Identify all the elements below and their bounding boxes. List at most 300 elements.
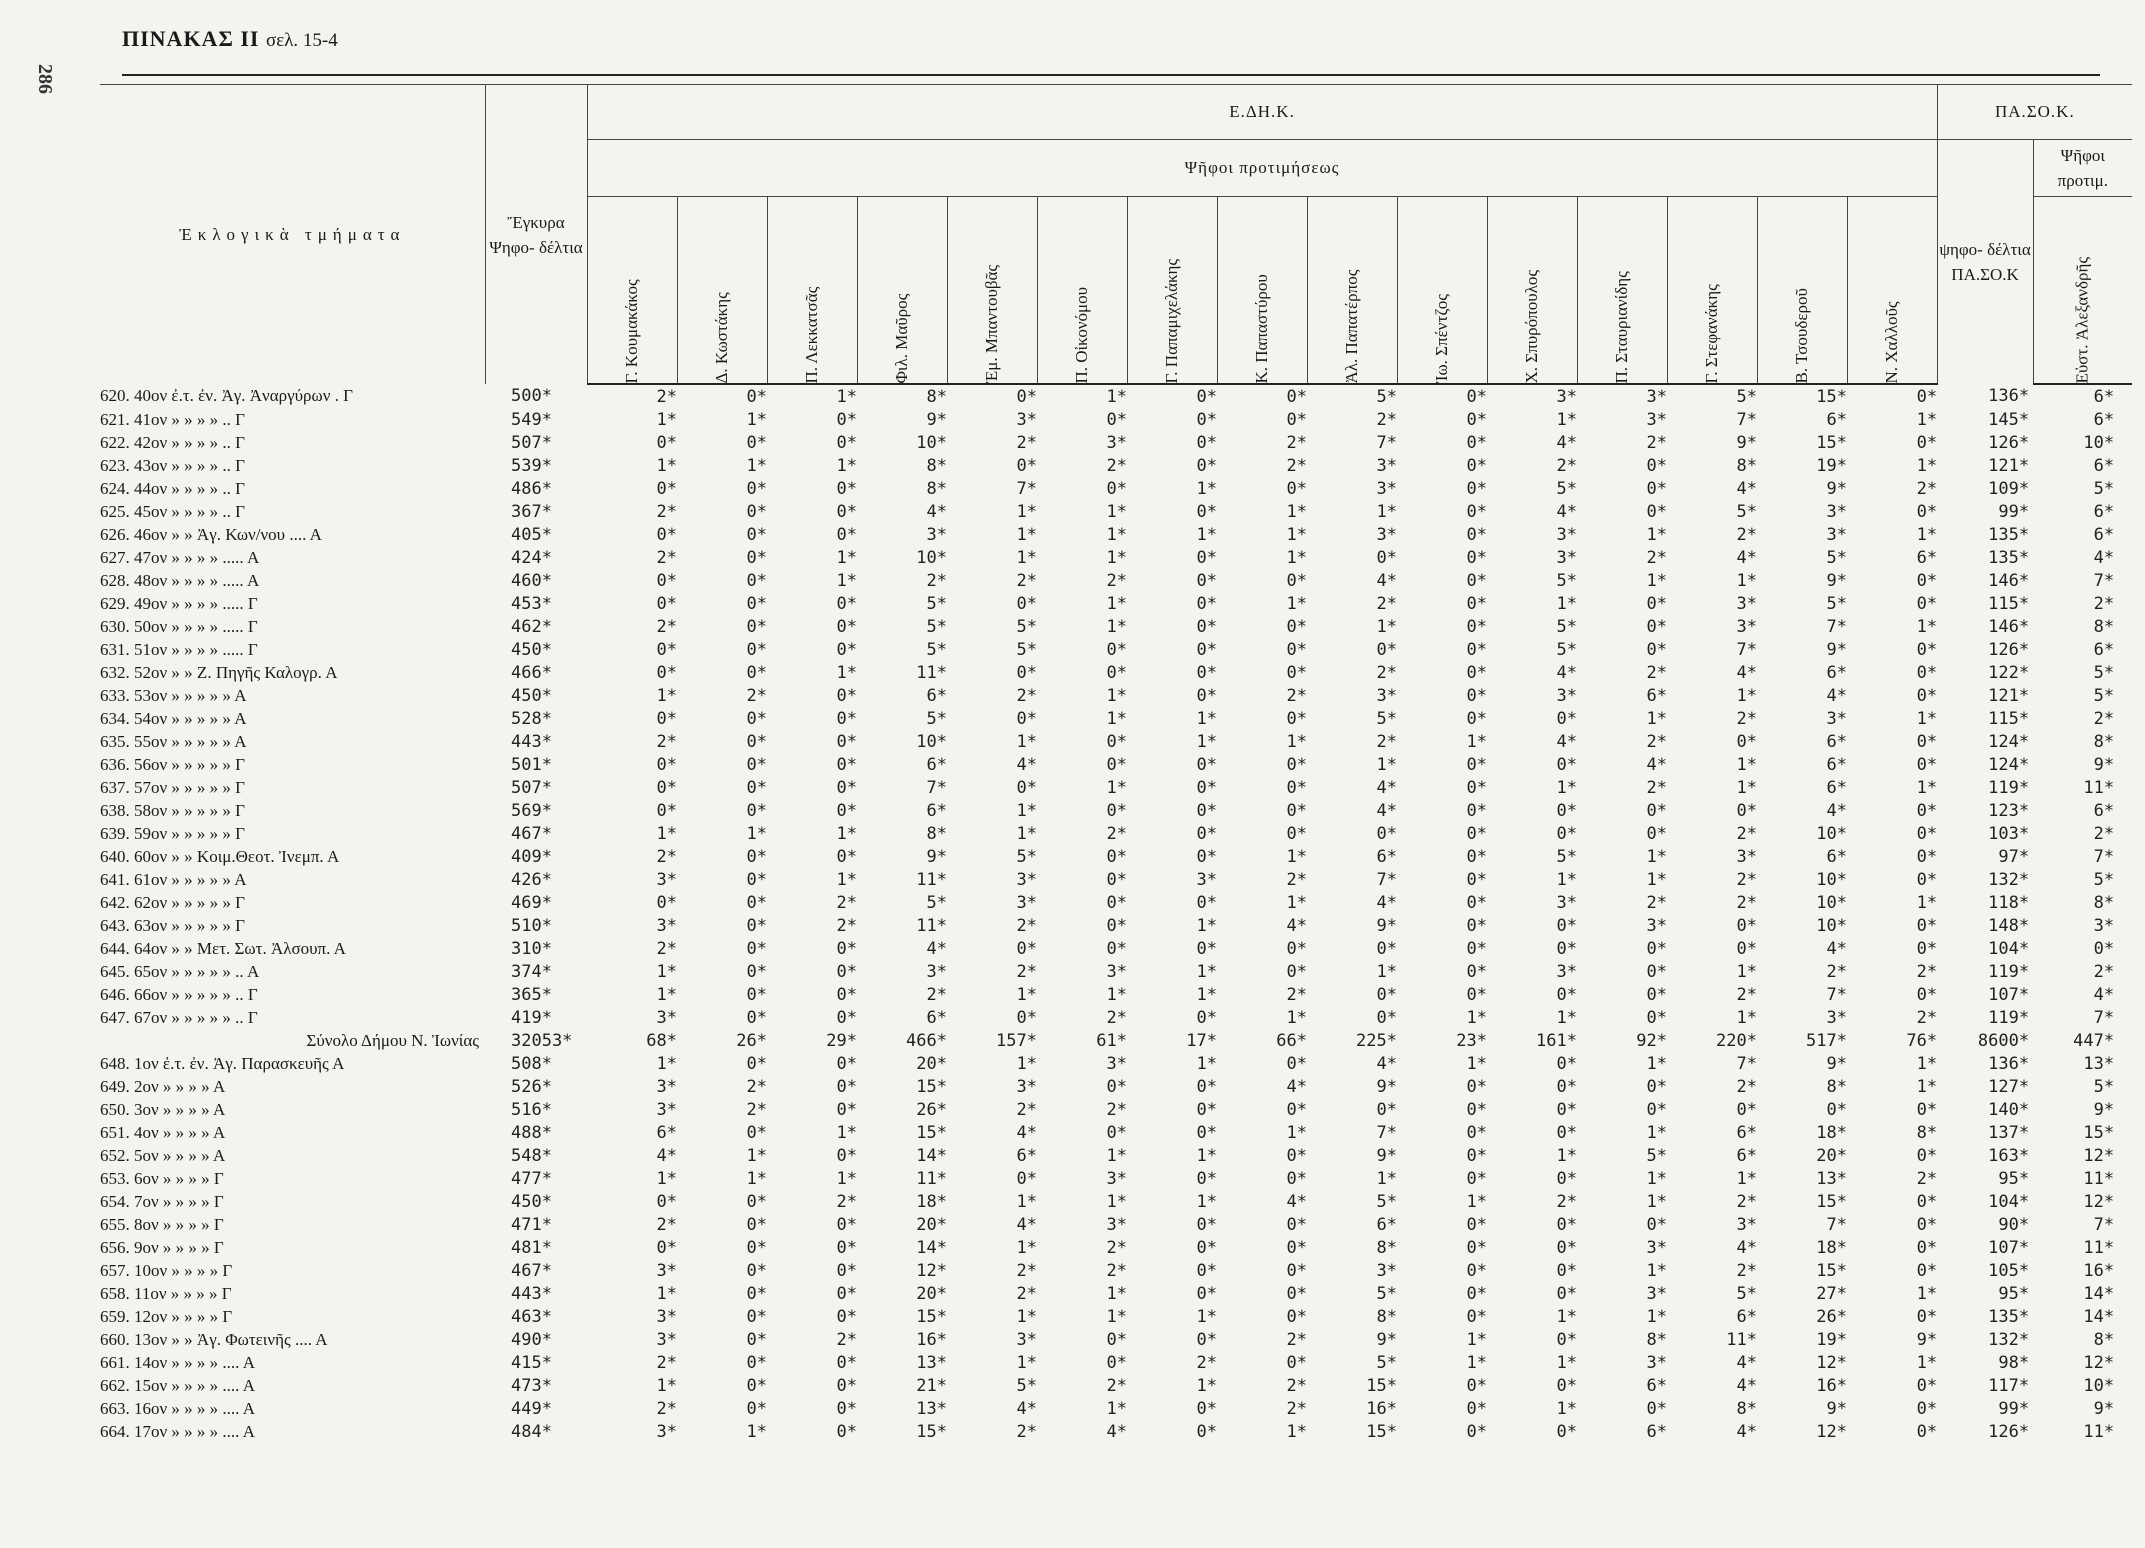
candidate-votes-cell: 2* <box>656 938 677 959</box>
candidate-votes-cell: 0* <box>836 1283 857 1304</box>
candidate-votes-cell: 0* <box>1646 800 1667 821</box>
candidate-votes-cell: 23* <box>1456 1030 1487 1051</box>
district-label: 644. 64ον » » Μετ. Σωτ. Ἀλσουπ. Α <box>100 938 346 958</box>
pasok-valid-cell: 146* <box>1988 570 2030 591</box>
candidate-votes-cell: 5* <box>1556 570 1577 591</box>
candidate-votes-cell: 4* <box>1286 1076 1307 1097</box>
candidate-votes-cell: 0* <box>1556 938 1577 959</box>
candidate-votes-cell: 1* <box>1106 1145 1127 1166</box>
candidate-votes-cell: 1* <box>1196 1145 1217 1166</box>
pasok-preference-cell: 5* <box>2093 478 2115 499</box>
table-row <box>100 868 2132 891</box>
table-row <box>100 592 2132 615</box>
candidate-votes-cell: 9* <box>1376 1145 1397 1166</box>
table-row <box>100 1121 2132 1144</box>
candidate-votes-cell: 2* <box>1916 1168 1938 1189</box>
candidate-votes-cell: 9* <box>926 409 947 430</box>
pasok-valid-cell: 99* <box>1998 501 2030 522</box>
valid-ballots-cell: 569* <box>511 800 552 821</box>
candidate-votes-cell: 0* <box>1736 731 1757 752</box>
candidate-votes-cell: 3* <box>1646 409 1667 430</box>
pasok-preference-cell: 12* <box>2083 1352 2115 1373</box>
candidate-votes-cell: 10* <box>1816 915 1847 936</box>
top-rule <box>122 74 2100 76</box>
candidate-votes-cell: 0* <box>1196 938 1217 959</box>
candidate-votes-cell: 0* <box>1106 800 1127 821</box>
candidate-votes-cell: 5* <box>1376 1283 1397 1304</box>
candidate-votes-cell: 3* <box>1376 524 1397 545</box>
candidate-votes-cell: 2* <box>1646 777 1667 798</box>
candidate-header: Κ. Παπαστύρου <box>1217 197 1307 385</box>
candidate-votes-cell: 3* <box>656 1306 677 1327</box>
candidate-votes-cell: 0* <box>1466 961 1487 982</box>
candidate-votes-cell: 0* <box>746 639 767 660</box>
pasok-preference-cell: 6* <box>2093 639 2115 660</box>
candidate-votes-cell: 2* <box>1286 432 1307 453</box>
candidate-votes-cell: 20* <box>916 1053 947 1074</box>
pasok-valid-cell: 103* <box>1988 823 2030 844</box>
pasok-valid-cell: 117* <box>1988 1375 2030 1396</box>
candidate-votes-cell: 0* <box>1196 685 1217 706</box>
district-label: 646. 66ον » » » » » .. Γ <box>100 984 258 1004</box>
candidate-votes-cell: 2* <box>1286 1375 1307 1396</box>
candidate-votes-cell: 1* <box>836 1168 857 1189</box>
pasok-valid-cell: 132* <box>1988 869 2030 890</box>
candidate-votes-cell: 0* <box>1556 1283 1577 1304</box>
candidate-votes-cell: 2* <box>836 892 857 913</box>
candidate-votes-cell: 0* <box>1466 846 1487 867</box>
valid-ballots-cell: 508* <box>511 1053 552 1074</box>
candidate-votes-cell: 12* <box>1816 1352 1847 1373</box>
candidate-votes-cell: 4* <box>1376 570 1397 591</box>
candidate-votes-cell: 1* <box>1196 1191 1217 1212</box>
candidate-votes-cell: 15* <box>916 1306 947 1327</box>
candidate-votes-cell: 1* <box>1646 846 1667 867</box>
pasok-preference-cell: 5* <box>2093 662 2115 683</box>
valid-ballots-cell: 463* <box>511 1306 552 1327</box>
candidate-votes-cell: 4* <box>1826 938 1847 959</box>
pasok-preference-cell: 6* <box>2093 524 2115 545</box>
candidate-votes-cell: 9* <box>1826 478 1847 499</box>
candidate-votes-cell: 4* <box>1736 662 1757 683</box>
candidate-votes-cell: 6* <box>1826 409 1847 430</box>
candidate-header: Γ. Στεφανάκης <box>1667 197 1757 385</box>
candidate-votes-cell: 1* <box>656 1375 677 1396</box>
candidate-votes-cell: 1* <box>1736 961 1757 982</box>
candidate-votes-cell: 1* <box>1646 1122 1667 1143</box>
valid-ballots-cell: 419* <box>511 1007 552 1028</box>
pasok-preference-cell: 10* <box>2083 1375 2115 1396</box>
candidate-votes-cell: 9* <box>1376 915 1397 936</box>
district-label: 661. 14ον » » » » .... Α <box>100 1352 256 1372</box>
candidate-votes-cell: 0* <box>1196 1421 1217 1442</box>
district-label: 623. 43ον » » » » .. Γ <box>100 455 246 475</box>
candidate-votes-cell: 0* <box>1466 892 1487 913</box>
table-row <box>100 845 2132 868</box>
candidate-votes-cell: 0* <box>1736 1099 1757 1120</box>
district-label: 637. 57ον » » » » » Γ <box>100 777 246 797</box>
candidate-votes-cell: 2* <box>746 685 767 706</box>
candidate-votes-cell: 7* <box>1826 616 1847 637</box>
candidate-votes-cell: 161* <box>1536 1030 1577 1051</box>
candidate-votes-cell: 9* <box>1376 1329 1397 1350</box>
candidate-votes-cell: 1* <box>656 1283 677 1304</box>
valid-ballots-cell: 549* <box>511 409 552 430</box>
candidate-votes-cell: 4* <box>1016 1398 1037 1419</box>
candidate-votes-cell: 0* <box>746 1237 767 1258</box>
district-label: 624. 44ον » » » » .. Γ <box>100 478 246 498</box>
candidate-votes-cell: 0* <box>1286 1214 1307 1235</box>
valid-ballots-cell: 484* <box>511 1421 552 1442</box>
candidate-votes-cell: 5* <box>1376 708 1397 729</box>
candidate-votes-cell: 0* <box>836 616 857 637</box>
candidate-votes-cell: 26* <box>736 1030 767 1051</box>
candidate-votes-cell: 0* <box>746 869 767 890</box>
candidate-votes-cell: 2* <box>1736 869 1757 890</box>
candidate-votes-cell: 1* <box>1736 1168 1757 1189</box>
candidate-votes-cell: 2* <box>1106 823 1127 844</box>
district-label: 636. 56ον » » » » » Γ <box>100 754 246 774</box>
candidate-votes-cell: 0* <box>1466 777 1487 798</box>
table-body <box>100 384 2132 1443</box>
pasok-preference-cell: 12* <box>2083 1145 2115 1166</box>
candidate-votes-cell: 0* <box>836 754 857 775</box>
candidate-votes-cell: 10* <box>1816 823 1847 844</box>
valid-ballots-cell: 490* <box>511 1329 552 1350</box>
candidate-votes-cell: 1* <box>1376 501 1397 522</box>
candidate-votes-cell: 2* <box>836 1191 857 1212</box>
candidate-votes-cell: 1* <box>746 409 767 430</box>
candidate-votes-cell: 4* <box>1016 754 1037 775</box>
candidate-votes-cell: 0* <box>1016 1168 1037 1189</box>
pasok-valid-cell: 127* <box>1988 1076 2030 1097</box>
candidate-votes-cell: 0* <box>746 938 767 959</box>
candidate-votes-cell: 0* <box>1286 570 1307 591</box>
district-label: 653. 6ον » » » » Γ <box>100 1168 224 1188</box>
candidate-votes-cell: 1* <box>1916 777 1938 798</box>
candidate-votes-cell: 2* <box>1916 1007 1938 1028</box>
candidate-votes-cell: 2* <box>1286 984 1307 1005</box>
page-header <box>122 26 338 52</box>
candidate-votes-cell: 0* <box>1646 478 1667 499</box>
candidate-votes-cell: 0* <box>1646 455 1667 476</box>
candidate-votes-cell: 14* <box>916 1237 947 1258</box>
pasok-valid-cell: 135* <box>1988 1306 2030 1327</box>
candidate-votes-cell: 2* <box>1106 570 1127 591</box>
candidate-votes-cell: 0* <box>1466 455 1487 476</box>
candidate-votes-cell: 1* <box>1736 685 1757 706</box>
candidate-votes-cell: 0* <box>1466 869 1487 890</box>
pasok-preference-cell: 5* <box>2093 1076 2115 1097</box>
pasok-valid-cell: 145* <box>1988 409 2030 430</box>
candidate-votes-cell: 0* <box>1286 1306 1307 1327</box>
candidate-votes-cell: 0* <box>1646 639 1667 660</box>
candidate-votes-cell: 4* <box>1286 1191 1307 1212</box>
table-row <box>100 523 2132 546</box>
pasok-preference-cell: 7* <box>2093 846 2115 867</box>
candidate-votes-cell: 1* <box>1286 892 1307 913</box>
candidate-votes-cell: 3* <box>1376 1260 1397 1281</box>
candidate-votes-cell: 0* <box>1196 1214 1217 1235</box>
candidate-votes-cell: 0* <box>1106 639 1127 660</box>
pasok-valid-cell: 118* <box>1988 892 2030 913</box>
candidate-votes-cell: 4* <box>1016 1214 1037 1235</box>
candidate-votes-cell: 8* <box>1736 455 1757 476</box>
candidate-votes-cell: 6* <box>1736 1122 1757 1143</box>
candidate-votes-cell: 0* <box>1106 1352 1127 1373</box>
pasok-preference-header: Ψῆφοι προτιμ. <box>2033 140 2132 197</box>
table-row <box>100 454 2132 477</box>
candidate-votes-cell: 1* <box>1556 409 1577 430</box>
candidate-votes-cell: 1* <box>1916 616 1938 637</box>
candidate-votes-cell: 1* <box>1106 1191 1127 1212</box>
districts-header: Ἐκλογικὰ τμήματα <box>100 85 485 385</box>
valid-ballots-cell: 501* <box>511 754 552 775</box>
candidate-votes-cell: 1* <box>1106 984 1127 1005</box>
candidate-votes-cell: 0* <box>1916 639 1938 660</box>
pasok-preference-cell: 2* <box>2093 708 2115 729</box>
candidate-votes-cell: 3* <box>1376 685 1397 706</box>
table-row <box>100 822 2132 845</box>
candidate-votes-cell: 0* <box>746 386 767 407</box>
candidate-votes-cell: 1* <box>1376 961 1397 982</box>
candidate-votes-cell: 0* <box>746 1329 767 1350</box>
candidate-votes-cell: 0* <box>1196 501 1217 522</box>
valid-ballots-cell: 449* <box>511 1398 552 1419</box>
candidate-votes-cell: 3* <box>1196 869 1217 890</box>
pasok-preference-cell: 6* <box>2093 409 2115 430</box>
valid-ballots-cell: 477* <box>511 1168 552 1189</box>
candidate-votes-cell: 2* <box>1016 1421 1037 1442</box>
valid-ballots-cell: 450* <box>511 1191 552 1212</box>
candidate-votes-cell: 8* <box>1646 1329 1667 1350</box>
candidate-votes-cell: 0* <box>836 846 857 867</box>
pasok-valid-cell: 135* <box>1988 524 2030 545</box>
candidate-votes-cell: 4* <box>1286 915 1307 936</box>
candidate-votes-cell: 4* <box>1736 547 1757 568</box>
candidate-votes-cell: 0* <box>1286 616 1307 637</box>
district-label: 629. 49ον » » » » ..... Γ <box>100 593 258 613</box>
candidate-votes-cell: 1* <box>1196 961 1217 982</box>
valid-ballots-cell: 453* <box>511 593 552 614</box>
candidate-header: Ν. Χαλλοῦς <box>1847 197 1937 385</box>
district-label: 647. 67ον » » » » » .. Γ <box>100 1007 258 1027</box>
candidate-votes-cell: 0* <box>1556 1237 1577 1258</box>
candidate-votes-cell: 1* <box>1556 593 1577 614</box>
candidate-votes-cell: 1* <box>1286 524 1307 545</box>
candidate-votes-cell: 0* <box>1286 708 1307 729</box>
candidate-votes-cell: 2* <box>1106 1099 1127 1120</box>
candidate-votes-cell: 0* <box>1916 1398 1938 1419</box>
valid-ballots-cell: 426* <box>511 869 552 890</box>
candidate-votes-cell: 4* <box>1736 1421 1757 1442</box>
edik-preference-header: Ψῆφοι προτιμήσεως <box>587 140 1937 197</box>
candidate-votes-cell: 8* <box>926 386 947 407</box>
candidate-votes-cell: 1* <box>1646 1053 1667 1074</box>
pasok-valid-cell: 8600* <box>1977 1030 2030 1051</box>
candidate-votes-cell: 4* <box>1556 432 1577 453</box>
candidate-votes-cell: 0* <box>1556 1375 1577 1396</box>
candidate-votes-cell: 0* <box>1286 961 1307 982</box>
candidate-votes-cell: 2* <box>1736 708 1757 729</box>
candidate-header: Π. Σταυριανίδης <box>1577 197 1667 385</box>
candidate-votes-cell: 0* <box>746 731 767 752</box>
candidate-votes-cell: 1* <box>1106 1398 1127 1419</box>
candidate-votes-cell: 0* <box>1376 639 1397 660</box>
candidate-votes-cell: 2* <box>1736 1191 1757 1212</box>
candidate-votes-cell: 15* <box>1816 386 1847 407</box>
candidate-votes-cell: 18* <box>916 1191 947 1212</box>
candidate-votes-cell: 1* <box>1196 708 1217 729</box>
valid-ballots-cell: 481* <box>511 1237 552 1258</box>
candidate-votes-cell: 0* <box>1196 1076 1217 1097</box>
candidate-votes-cell: 2* <box>1376 593 1397 614</box>
candidate-votes-cell: 0* <box>836 409 857 430</box>
candidate-votes-cell: 0* <box>746 1007 767 1028</box>
candidate-votes-cell: 4* <box>1736 1375 1757 1396</box>
candidate-votes-cell: 3* <box>1556 386 1577 407</box>
candidate-votes-cell: 4* <box>1646 754 1667 775</box>
pasok-valid-cell: 119* <box>1988 777 2030 798</box>
candidate-votes-cell: 21* <box>916 1375 947 1396</box>
candidate-votes-cell: 0* <box>1376 938 1397 959</box>
candidate-votes-cell: 3* <box>656 869 677 890</box>
candidate-header: Δ. Κωστάκης <box>677 197 767 385</box>
candidate-votes-cell: 9* <box>1916 1329 1938 1350</box>
candidate-votes-cell: 0* <box>1646 823 1667 844</box>
table-row <box>100 983 2132 1006</box>
valid-ballots-cell: 548* <box>511 1145 552 1166</box>
margin-page-number: 286 <box>34 64 56 94</box>
candidate-votes-cell: 0* <box>1196 662 1217 683</box>
candidate-votes-cell: 2* <box>1916 961 1938 982</box>
district-label: 656. 9ον » » » » Γ <box>100 1237 224 1257</box>
candidate-votes-cell: 1* <box>836 570 857 591</box>
table-row <box>100 730 2132 753</box>
candidate-votes-cell: 0* <box>1466 1237 1487 1258</box>
district-label: 657. 10ον » » » » Γ <box>100 1260 233 1280</box>
candidate-votes-cell: 1* <box>1286 731 1307 752</box>
district-label: 640. 60ον » » Κοιμ.Θεοτ. Ἰνεμπ. Α <box>100 846 340 866</box>
candidate-votes-cell: 1* <box>656 1168 677 1189</box>
candidate-votes-cell: 0* <box>836 593 857 614</box>
candidate-votes-cell: 3* <box>1016 409 1037 430</box>
pasok-valid-cell: 122* <box>1988 662 2030 683</box>
candidate-votes-cell: 0* <box>1556 915 1577 936</box>
candidate-votes-cell: 10* <box>916 432 947 453</box>
candidate-votes-cell: 0* <box>1556 1329 1577 1350</box>
pasok-preference-cell: 2* <box>2093 961 2115 982</box>
candidate-votes-cell: 0* <box>1556 1076 1577 1097</box>
table-row <box>100 1075 2132 1098</box>
candidate-votes-cell: 0* <box>1016 938 1037 959</box>
candidate-votes-cell: 15* <box>1816 432 1847 453</box>
candidate-votes-cell: 0* <box>1196 616 1217 637</box>
candidate-votes-cell: 1* <box>836 547 857 568</box>
candidate-votes-cell: 0* <box>1916 1099 1938 1120</box>
table-row <box>100 1420 2132 1443</box>
candidate-votes-cell: 517* <box>1806 1030 1847 1051</box>
candidate-votes-cell: 0* <box>746 1122 767 1143</box>
table-row <box>100 1259 2132 1282</box>
candidate-votes-cell: 1* <box>1196 731 1217 752</box>
candidate-header: Π. Οἰκονόμου <box>1037 197 1127 385</box>
candidate-votes-cell: 0* <box>1916 1260 1938 1281</box>
pasok-preference-cell: 6* <box>2093 501 2115 522</box>
candidate-votes-cell: 0* <box>1196 386 1217 407</box>
candidate-votes-cell: 0* <box>1556 984 1577 1005</box>
candidate-votes-cell: 1* <box>1736 777 1757 798</box>
candidate-votes-cell: 0* <box>1736 915 1757 936</box>
candidate-votes-cell: 0* <box>1286 1352 1307 1373</box>
candidate-votes-cell: 0* <box>656 708 677 729</box>
candidate-votes-cell: 0* <box>656 639 677 660</box>
candidate-votes-cell: 0* <box>1286 409 1307 430</box>
candidate-votes-cell: 0* <box>1646 984 1667 1005</box>
candidate-votes-cell: 15* <box>916 1076 947 1097</box>
pasok-preference-cell: 6* <box>2093 386 2115 407</box>
pasok-valid-cell: 124* <box>1988 754 2030 775</box>
pasok-valid-header: ψηφο- δέλτια ΠΑ.ΣΟ.Κ <box>1937 140 2033 385</box>
candidate-votes-cell: 29* <box>826 1030 857 1051</box>
candidate-votes-cell: 6* <box>1826 846 1847 867</box>
district-label: 641. 61ον » » » » » Α <box>100 869 247 889</box>
pasok-valid-cell: 121* <box>1988 685 2030 706</box>
candidate-votes-cell: 0* <box>1466 501 1487 522</box>
candidate-votes-cell: 10* <box>916 547 947 568</box>
table-row <box>100 408 2132 431</box>
table-row <box>100 776 2132 799</box>
candidate-votes-cell: 0* <box>1286 662 1307 683</box>
candidate-votes-cell: 1* <box>1016 823 1037 844</box>
valid-ballots-cell: 405* <box>511 524 552 545</box>
candidate-votes-cell: 1* <box>1106 524 1127 545</box>
valid-ballots-cell: 469* <box>511 892 552 913</box>
candidate-votes-cell: 0* <box>1466 1283 1487 1304</box>
candidate-votes-cell: 1* <box>1466 1329 1487 1350</box>
candidate-votes-cell: 6* <box>1376 1214 1397 1235</box>
candidate-votes-cell: 2* <box>1646 731 1667 752</box>
pasok-preference-cell: 11* <box>2083 1168 2115 1189</box>
candidate-votes-cell: 0* <box>1286 1260 1307 1281</box>
candidate-votes-cell: 1* <box>1016 547 1037 568</box>
candidate-votes-cell: 6* <box>1736 1306 1757 1327</box>
district-label: 625. 45ον » » » » .. Γ <box>100 501 246 521</box>
candidate-votes-cell: 12* <box>1816 1421 1847 1442</box>
candidate-votes-cell: 0* <box>1106 1329 1127 1350</box>
candidate-votes-cell: 8* <box>1376 1306 1397 1327</box>
table-row <box>100 546 2132 569</box>
candidate-votes-cell: 0* <box>1646 1398 1667 1419</box>
candidate-votes-cell: 1* <box>1646 1168 1667 1189</box>
candidate-votes-cell: 1* <box>1556 1352 1577 1373</box>
candidate-votes-cell: 1* <box>1196 1306 1217 1327</box>
candidate-votes-cell: 15* <box>916 1421 947 1442</box>
candidate-votes-cell: 4* <box>1556 731 1577 752</box>
candidate-votes-cell: 1* <box>656 823 677 844</box>
valid-ballots-cell: 450* <box>511 685 552 706</box>
candidate-votes-cell: 0* <box>836 1214 857 1235</box>
candidate-votes-cell: 5* <box>1556 478 1577 499</box>
pasok-valid-cell: 105* <box>1988 1260 2030 1281</box>
candidate-votes-cell: 1* <box>1916 1352 1938 1373</box>
candidate-votes-cell: 4* <box>1826 685 1847 706</box>
candidate-votes-cell: 3* <box>656 1421 677 1442</box>
candidate-votes-cell: 1* <box>836 869 857 890</box>
candidate-votes-cell: 0* <box>1916 593 1938 614</box>
candidate-votes-cell: 9* <box>1376 1076 1397 1097</box>
table-row <box>100 1397 2132 1420</box>
